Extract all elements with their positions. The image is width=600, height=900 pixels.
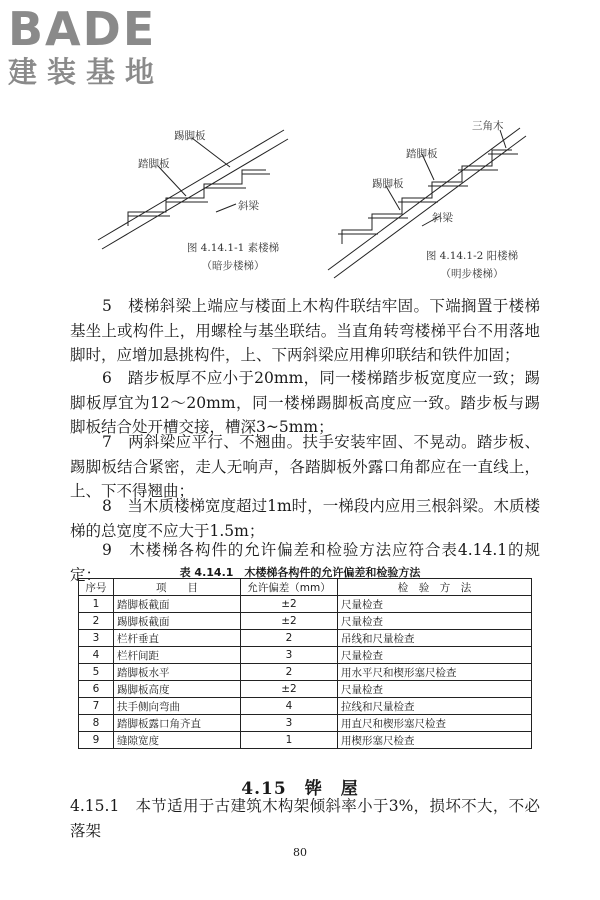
cell-item: 踏脚板截面 bbox=[114, 596, 241, 613]
paragraph-5-text: 5 楼梯斜梁上端应与楼面上木构件联结牢固。下端搁置于楼梯基坐上或构件上，用螺栓与基坐联结。当直角转弯楼梯平台不用落地脚时，应增加悬挑构件，上、下两斜梁应用榫卯联结和铁件加固； bbox=[70, 297, 540, 364]
header-item: 项 目 bbox=[114, 579, 241, 596]
paragraph-8 bbox=[70, 494, 540, 543]
cell-tolerance: ±2 bbox=[241, 596, 338, 613]
figure-2-open-stair bbox=[322, 114, 532, 284]
paragraph-6 bbox=[70, 366, 540, 440]
cell-tolerance: 2 bbox=[241, 630, 338, 647]
table-row bbox=[79, 630, 532, 647]
cell-index: 4 bbox=[79, 647, 114, 664]
cell-item: 栏杆间距 bbox=[114, 647, 241, 664]
figure-1-subcaption: （暗步楼梯） bbox=[201, 260, 265, 272]
page-number: 80 bbox=[293, 846, 307, 859]
figure-1-label-riser: 踢脚板 bbox=[174, 130, 206, 142]
table-row bbox=[79, 698, 532, 715]
cell-index: 8 bbox=[79, 715, 114, 732]
table-header-row bbox=[79, 579, 532, 596]
cell-method: 尺量检查 bbox=[338, 647, 532, 664]
cell-method: 尺量检查 bbox=[338, 613, 532, 630]
paragraph-5 bbox=[70, 294, 540, 368]
paragraph-8-text: 8 当木质楼梯宽度超过1m时，一梯段内应用三根斜梁。木质楼梯的总宽度不应大于1.5m； bbox=[70, 497, 540, 540]
cell-method: 尺量检查 bbox=[338, 596, 532, 613]
figure-2-label-stringer: 斜梁 bbox=[432, 212, 453, 224]
cell-method: 用直尺和楔形塞尺检查 bbox=[338, 715, 532, 732]
table-row bbox=[79, 681, 532, 698]
cell-tolerance: 3 bbox=[241, 647, 338, 664]
cell-tolerance: 2 bbox=[241, 664, 338, 681]
table-row bbox=[79, 613, 532, 630]
table-title: 表 4.14.1 木楼梯各构件的允许偏差和检验方法 bbox=[179, 566, 421, 579]
figure-2-label-riser: 踢脚板 bbox=[372, 178, 404, 190]
paragraph-7-text: 7 两斜梁应平行、不翘曲。扶手安装牢固、不晃动。踏步板、踢脚板结合紧密，走人无响声，各踏脚板外露口角都应在一直线上，上、下不得翘曲； bbox=[70, 433, 540, 500]
paragraph-9-text: 9 木楼梯各构件的允许偏差和检验方法应符合表4.14.1的规定： bbox=[70, 541, 540, 584]
header-index: 序号 bbox=[79, 579, 114, 596]
figure-2-subcaption: （明步楼梯） bbox=[440, 268, 504, 280]
cell-item: 踢脚板截面 bbox=[114, 613, 241, 630]
tolerance-table bbox=[78, 578, 532, 749]
cell-method: 尺量检查 bbox=[338, 681, 532, 698]
cell-item: 缝隙宽度 bbox=[114, 732, 241, 749]
cell-item: 栏杆垂直 bbox=[114, 630, 241, 647]
table-row bbox=[79, 664, 532, 681]
figure-1-closed-stair bbox=[88, 112, 298, 272]
table-row bbox=[79, 732, 532, 749]
table-row bbox=[79, 647, 532, 664]
cell-method: 用水平尺和楔形塞尺检查 bbox=[338, 664, 532, 681]
cell-index: 2 bbox=[79, 613, 114, 630]
figure-2-caption: 图 4.14.1-2 阳楼梯 bbox=[425, 250, 519, 262]
paragraph-4-15-1: 4.15.1 本节适用于古建筑木构架倾斜率小于3%，损坏不大，不必落架 bbox=[70, 797, 540, 840]
paragraph-6-text: 6 踏步板厚不应小于20mm，同一楼梯踏步板宽度应一致；踢脚板厚宜为12～20mm，同一楼梯踢脚板高度应一致。踏步板与踢脚板结合处开槽交接，槽深3~5mm； bbox=[70, 369, 540, 436]
figure-1-caption: 图 4.14.1-1 素楼梯 bbox=[186, 242, 280, 254]
cell-index: 5 bbox=[79, 664, 114, 681]
figure-2-label-tread: 踏脚板 bbox=[406, 148, 438, 160]
cell-item: 踢脚板高度 bbox=[114, 681, 241, 698]
cell-item: 扶手侧向弯曲 bbox=[114, 698, 241, 715]
cell-item: 踏脚板水平 bbox=[114, 664, 241, 681]
cell-index: 6 bbox=[79, 681, 114, 698]
bade-logo bbox=[8, 4, 178, 104]
cell-method: 吊线和尺量检查 bbox=[338, 630, 532, 647]
cell-tolerance: ±2 bbox=[241, 613, 338, 630]
cell-tolerance: 4 bbox=[241, 698, 338, 715]
cell-tolerance: ±2 bbox=[241, 681, 338, 698]
figure-1-label-tread: 踏脚板 bbox=[138, 158, 170, 170]
cell-index: 1 bbox=[79, 596, 114, 613]
figure-2-label-triangle: 三角木 bbox=[472, 120, 504, 132]
section-heading: 4.15 铧 屋 bbox=[241, 779, 359, 799]
logo-main-text: BADE bbox=[8, 2, 157, 56]
paragraph-7 bbox=[70, 430, 540, 504]
cell-index: 3 bbox=[79, 630, 114, 647]
cell-item: 踏脚板露口角齐直 bbox=[114, 715, 241, 732]
logo-sub-text: 建装基地 bbox=[8, 55, 165, 89]
cell-index: 7 bbox=[79, 698, 114, 715]
cell-tolerance: 3 bbox=[241, 715, 338, 732]
cell-index: 9 bbox=[79, 732, 114, 749]
cell-method: 用楔形塞尺检查 bbox=[338, 732, 532, 749]
table-row bbox=[79, 715, 532, 732]
table-row bbox=[79, 596, 532, 613]
figure-1-label-stringer: 斜梁 bbox=[238, 200, 259, 212]
header-tolerance: 允许偏差（mm） bbox=[241, 579, 338, 596]
cell-method: 拉线和尺量检查 bbox=[338, 698, 532, 715]
cell-tolerance: 1 bbox=[241, 732, 338, 749]
header-method: 检 验 方 法 bbox=[338, 579, 532, 596]
